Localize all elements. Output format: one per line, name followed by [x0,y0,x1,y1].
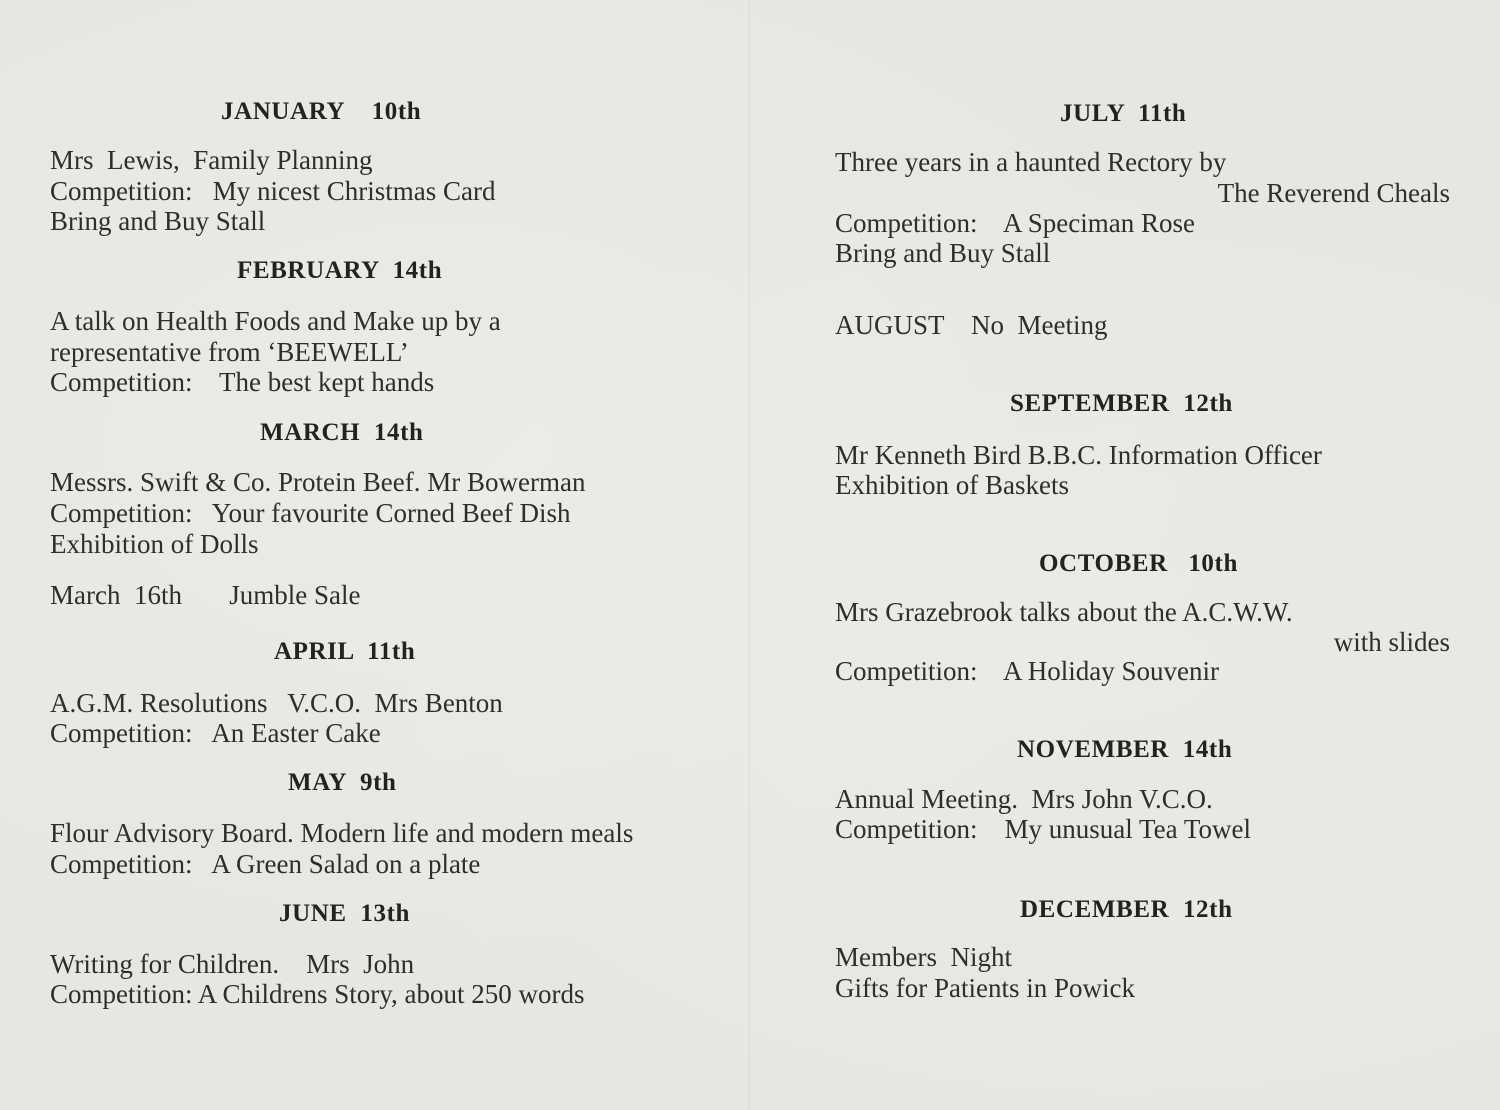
entry-line: Mr Kenneth Bird B.B.C. Information Officer [835,440,1322,470]
entry-line: Competition: An Easter Cake [50,718,381,748]
entry-line: Gifts for Patients in Powick [835,973,1135,1003]
entry-line: A talk on Health Foods and Make up by a [50,306,501,336]
entry-line: Competition: A Holiday Souvenir [835,656,1219,686]
month-heading: MARCH 14th [260,419,424,446]
month-heading: JUNE 13th [279,900,411,927]
entry-line: Messrs. Swift & Co. Protein Beef. Mr Bowerman [50,467,586,497]
entry-line: March 16th Jumble Sale [50,580,361,610]
entry-line: Competition: My unusual Tea Towel [835,814,1251,844]
entry-line: Competition: The best kept hands [50,367,435,397]
entry-line: Annual Meeting. Mrs John V.C.O. [835,784,1213,814]
fold-crease [748,0,750,1110]
entry-line: Mrs Lewis, Family Planning [50,145,373,175]
month-heading: MAY 9th [288,769,397,796]
entry-line: Bring and Buy Stall [835,238,1051,268]
entry-line: Writing for Children. Mrs John [50,949,415,979]
entry-line: Flour Advisory Board. Modern life and modern meals [50,818,634,848]
entry-line: AUGUST No Meeting [835,310,1108,340]
month-heading: OCTOBER 10th [1039,550,1238,577]
entry-line: The Reverend Cheals [1217,178,1450,208]
entry-line: Competition: Your favourite Corned Beef Dish [50,498,571,528]
entry-line: A.G.M. Resolutions V.C.O. Mrs Benton [50,688,503,718]
entry-line: with slides [1333,627,1450,657]
entry-line: Bring and Buy Stall [50,206,266,236]
month-heading: JULY 11th [1060,100,1187,127]
entry-line: Exhibition of Dolls [50,529,259,559]
entry-line: Exhibition of Baskets [835,470,1069,500]
entry-line: Competition: A Childrens Story, about 250 words [50,979,585,1009]
month-heading: NOVEMBER 14th [1017,736,1233,763]
entry-line: Competition: A Green Salad on a plate [50,849,481,879]
month-heading: DECEMBER 12th [1020,896,1233,923]
month-heading: FEBRUARY 14th [237,257,443,284]
entry-line: Three years in a haunted Rectory by [835,147,1227,177]
entry-line: Members Night [835,942,1012,972]
month-heading: JANUARY 10th [221,98,422,125]
month-heading: APRIL 11th [274,638,416,665]
entry-line: Mrs Grazebrook talks about the A.C.W.W. [835,597,1293,627]
month-heading: SEPTEMBER 12th [1010,390,1233,417]
entry-line: representative from ‘BEEWELL’ [50,337,409,367]
entry-line: Competition: My nicest Christmas Card [50,176,496,206]
entry-line: Competition: A Speciman Rose [835,208,1195,238]
